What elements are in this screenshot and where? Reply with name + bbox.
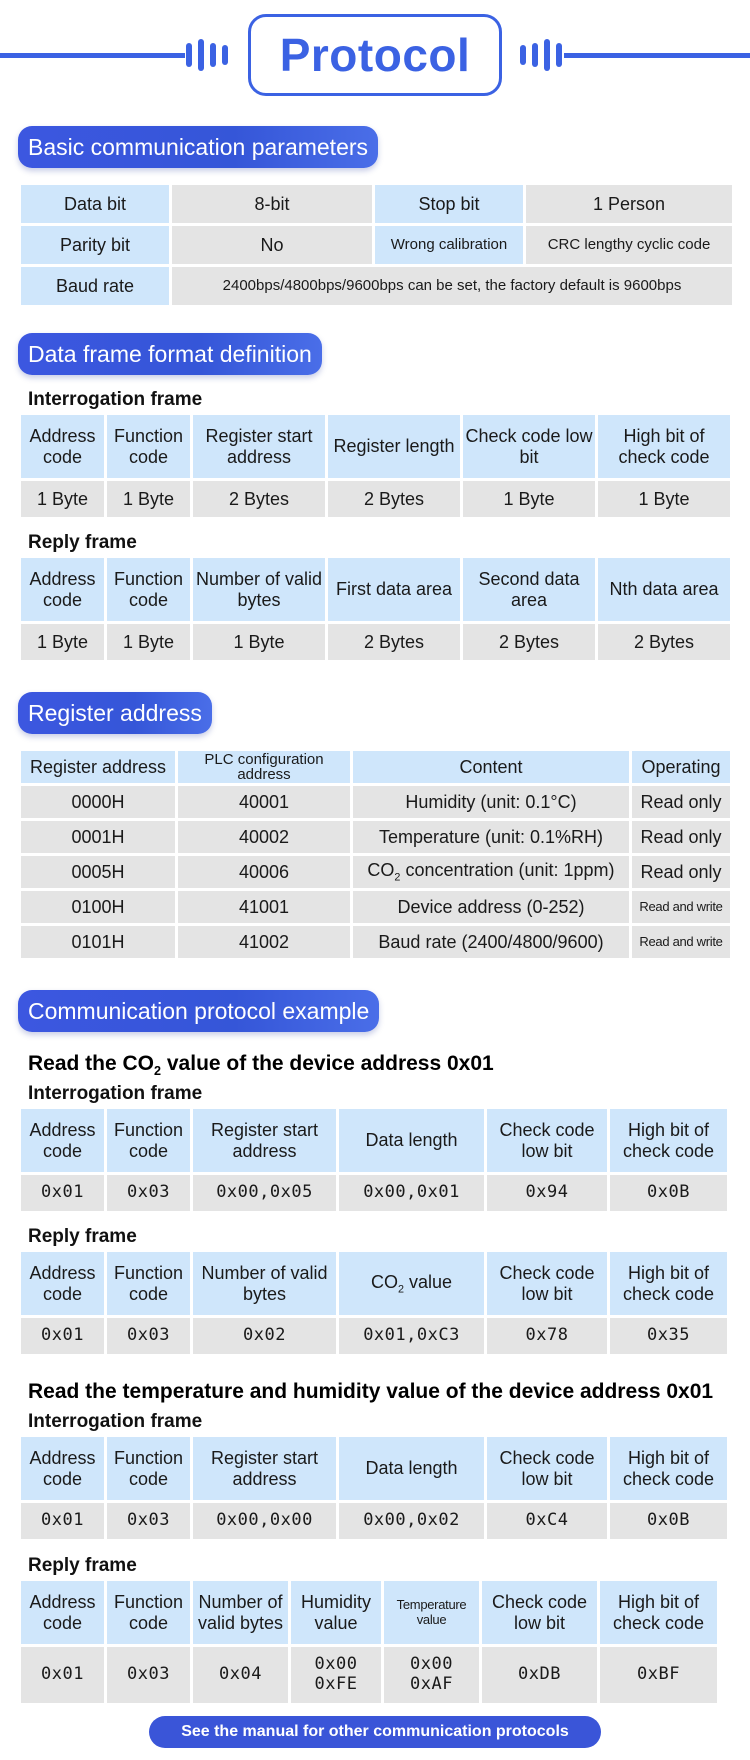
co2-reply-table — [18, 1249, 730, 1357]
cell: Read only — [632, 856, 730, 888]
co2-label: CO — [370, 1271, 398, 1292]
cell: 2400bps/4800bps/9600bps can be set, the factory default is 9600bps — [172, 267, 732, 305]
cell: Parity bit — [21, 226, 169, 264]
cell: 0005H — [21, 856, 175, 888]
cell: 0xC4 — [487, 1503, 607, 1539]
cell: Temperature (unit: 0.1%RH) — [353, 821, 629, 853]
cell: 0x94 — [487, 1175, 607, 1211]
cell: 0x0B — [610, 1175, 727, 1211]
cell: 0x01,0xC3 — [339, 1318, 484, 1354]
footer-label: See the manual for other communication protocols — [181, 1723, 569, 1740]
section-pill-frame — [18, 333, 322, 375]
cell — [339, 1252, 484, 1315]
cell: Address code — [21, 1109, 104, 1172]
section-pill-register — [18, 692, 212, 734]
cell: Register length — [328, 415, 460, 478]
cell: 1 Byte — [21, 624, 104, 660]
cell: 2 Bytes — [463, 624, 595, 660]
cell: 1 Byte — [21, 481, 104, 517]
cell: 0101H — [21, 926, 175, 958]
cell: 0x01 — [21, 1175, 104, 1211]
cell: Data bit — [21, 185, 169, 223]
cell: PLC configuration address — [178, 751, 350, 783]
cell: 41002 — [178, 926, 350, 958]
subhead-interrogation: Interrogation frame — [28, 389, 203, 410]
cell: No — [172, 226, 372, 264]
cell: High bit of check code — [610, 1437, 727, 1500]
cell: 0x02 — [193, 1318, 336, 1354]
cell: Read and write — [632, 891, 730, 923]
cell: 8-bit — [172, 185, 372, 223]
th-interrogation-table — [18, 1434, 730, 1542]
cell: 0x01 — [21, 1503, 104, 1539]
cell: 1 Byte — [598, 481, 730, 517]
example-th-title: Read the temperature and humidity value of the device address 0x01 — [28, 1380, 714, 1403]
basic-params-table — [18, 182, 735, 308]
subhead-reply: Reply frame — [28, 1555, 137, 1576]
cell: Wrong calibration — [375, 226, 523, 264]
frame-reply-table — [18, 555, 733, 663]
cell: Register address — [21, 751, 175, 783]
cell: 2 Bytes — [598, 624, 730, 660]
subhead-reply: Reply frame — [28, 532, 137, 553]
cell: Humidity value — [291, 1581, 381, 1644]
cell: Read only — [632, 821, 730, 853]
cell: CRC lengthy cyclic code — [526, 226, 732, 264]
cell: Register start address — [193, 1437, 336, 1500]
cell: Function code — [107, 558, 190, 621]
cell: 0x00 0xAF — [384, 1647, 479, 1703]
cell: 0x0B — [610, 1503, 727, 1539]
title-part: Read the CO — [28, 1052, 155, 1075]
cell: 0000H — [21, 786, 175, 818]
page-title: Protocol — [279, 29, 471, 81]
cell: 0x35 — [610, 1318, 727, 1354]
cell: Humidity (unit: 0.1°C) — [353, 786, 629, 818]
cell: High bit of check code — [600, 1581, 717, 1644]
page-header — [0, 0, 750, 110]
cell: 0x03 — [107, 1647, 190, 1703]
cell: 40006 — [178, 856, 350, 888]
cell: Function code — [107, 1252, 190, 1315]
cell: 0x03 — [107, 1503, 190, 1539]
cell: 0x04 — [193, 1647, 288, 1703]
section-title: Basic communication parameters — [28, 133, 369, 160]
frame-interrogation-table — [18, 412, 733, 520]
cell: Number of valid bytes — [193, 558, 325, 621]
cell: Data length — [339, 1437, 484, 1500]
section-title: Communication protocol example — [28, 997, 370, 1024]
co2-interrogation-table — [18, 1106, 730, 1214]
footer-note — [149, 1716, 601, 1748]
cell: 1 Byte — [193, 624, 325, 660]
cell: 0xBF — [600, 1647, 717, 1703]
cell: Function code — [107, 1581, 190, 1644]
cell: 0001H — [21, 821, 175, 853]
cell: Device address (0-252) — [353, 891, 629, 923]
cell: Check code low bit — [482, 1581, 597, 1644]
subhead-reply: Reply frame — [28, 1226, 137, 1247]
cell: 0x00 0xFE — [291, 1647, 381, 1703]
cell: High bit of check code — [610, 1109, 727, 1172]
cell: Baud rate (2400/4800/9600) — [353, 926, 629, 958]
example-co2-title — [28, 1052, 494, 1078]
cell: Address code — [21, 415, 104, 478]
cell: 0x00,0x01 — [339, 1175, 484, 1211]
cell: 2 Bytes — [193, 481, 325, 517]
co2-subscript: 2 — [397, 1283, 404, 1296]
cell: 0x78 — [487, 1318, 607, 1354]
cell: Address code — [21, 1252, 104, 1315]
cell: 0x00,0x02 — [339, 1503, 484, 1539]
cell: 2 Bytes — [328, 481, 460, 517]
cell: Register start address — [193, 415, 325, 478]
cell: 1 Byte — [107, 624, 190, 660]
cell: 40001 — [178, 786, 350, 818]
subhead-interrogation: Interrogation frame — [28, 1411, 203, 1432]
register-table — [18, 748, 733, 961]
cell: Function code — [107, 415, 190, 478]
cell: 1 Person — [526, 185, 732, 223]
cell: Nth data area — [598, 558, 730, 621]
cell: First data area — [328, 558, 460, 621]
cell: 0x01 — [21, 1647, 104, 1703]
cell: Stop bit — [375, 185, 523, 223]
co2-rest: concentration (unit: 1ppm) — [400, 860, 615, 880]
cell: 1 Byte — [107, 481, 190, 517]
section-title: Register address — [28, 699, 202, 726]
cell: 0x00,0x05 — [193, 1175, 336, 1211]
cell: Number of valid bytes — [193, 1581, 288, 1644]
cell: Baud rate — [21, 267, 169, 305]
cell: 40002 — [178, 821, 350, 853]
cell: 0x03 — [107, 1175, 190, 1211]
cell: Check code low bit — [487, 1252, 607, 1315]
cell: Register start address — [193, 1109, 336, 1172]
cell: 0x03 — [107, 1318, 190, 1354]
cell: Address code — [21, 1581, 104, 1644]
cell: Address code — [21, 558, 104, 621]
section-title: Data frame format definition — [28, 340, 312, 367]
cell: High bit of check code — [598, 415, 730, 478]
cell: Function code — [107, 1109, 190, 1172]
cell: Data length — [339, 1109, 484, 1172]
cell: Address code — [21, 1437, 104, 1500]
cell: Check code low bit — [487, 1109, 607, 1172]
section-pill-example — [18, 990, 379, 1032]
cell: Second data area — [463, 558, 595, 621]
cell: 0xDB — [482, 1647, 597, 1703]
cell: High bit of check code — [610, 1252, 727, 1315]
cell: Content — [353, 751, 629, 783]
th-reply-table — [18, 1578, 720, 1706]
cell: 0x01 — [21, 1318, 104, 1354]
subhead-interrogation: Interrogation frame — [28, 1083, 203, 1104]
cell: Number of valid bytes — [193, 1252, 336, 1315]
cell: Temperature value — [384, 1581, 479, 1644]
cell — [353, 856, 629, 888]
cell: 0100H — [21, 891, 175, 923]
cell: Read only — [632, 786, 730, 818]
title-part: value of the device address 0x01 — [161, 1052, 494, 1075]
cell: 2 Bytes — [328, 624, 460, 660]
cell: 0x00,0x00 — [193, 1503, 336, 1539]
co2-label: CO — [367, 860, 395, 880]
title-subscript: 2 — [154, 1064, 162, 1079]
cell: Function code — [107, 1437, 190, 1500]
cell: Read and write — [632, 926, 730, 958]
section-pill-basic — [18, 126, 378, 168]
cell: 41001 — [178, 891, 350, 923]
co2-subscript: 2 — [394, 871, 401, 884]
cell: Operating — [632, 751, 730, 783]
cell: Check code low bit — [463, 415, 595, 478]
cell: Check code low bit — [487, 1437, 607, 1500]
cell: 1 Byte — [463, 481, 595, 517]
co2-rest: value — [403, 1271, 453, 1292]
title-box — [248, 14, 502, 96]
